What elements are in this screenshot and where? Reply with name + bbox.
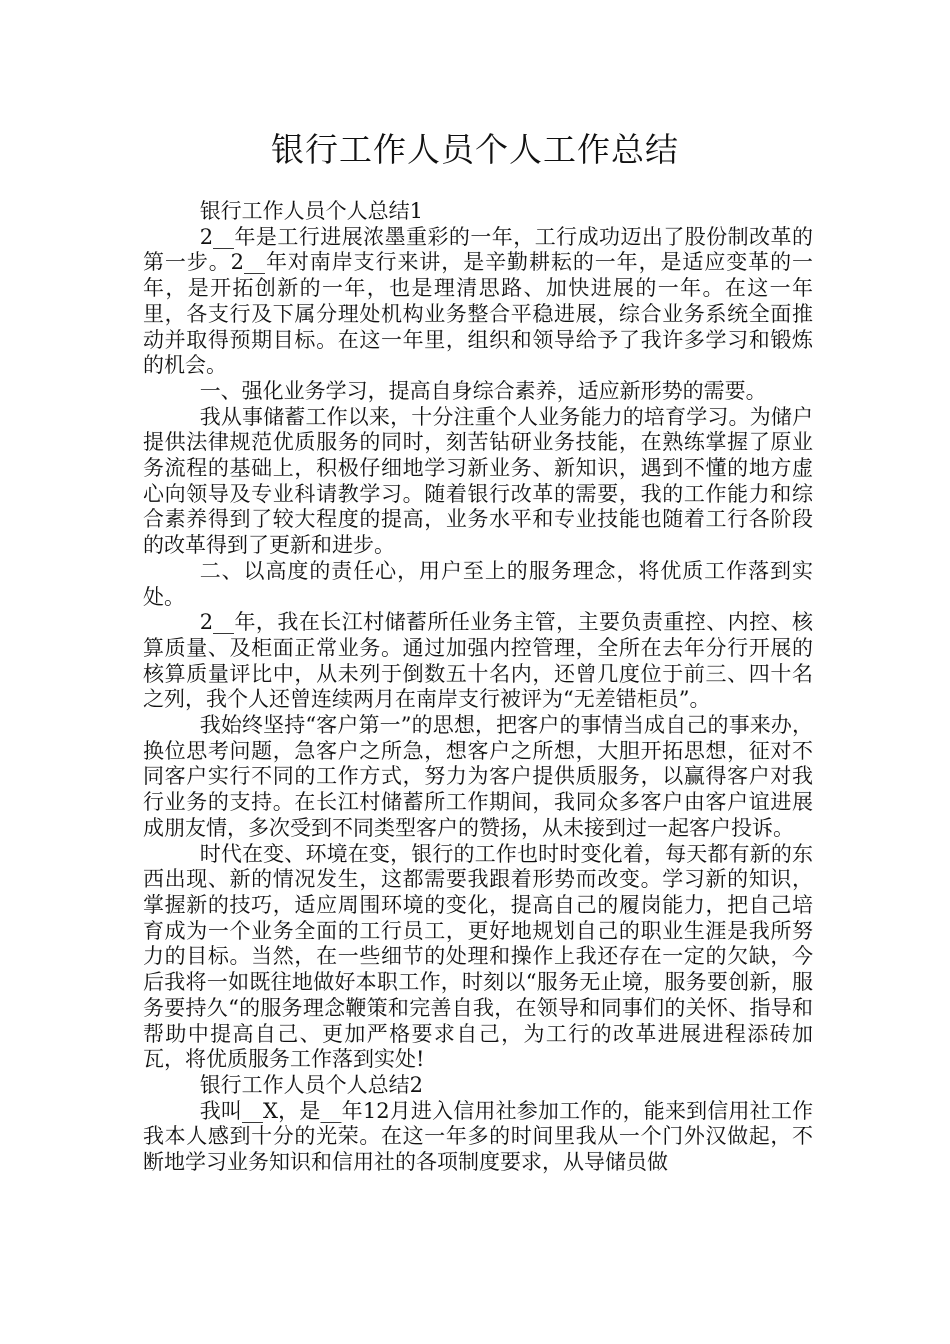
section-heading-summary-1: 银行工作人员个人总结1 [199, 199, 424, 223]
body-paragraph: 我叫__X，是__年12月进入信用社参加工作的，能来到信用社工作我本人感到十分的光荣。在这一年多的时间里我从一个门外汉做起，不断地学习业务知识和信用社的各项制度要求，从导储员做 [143, 1098, 813, 1175]
document-title: 银行工作人员个人工作总结 [271, 130, 679, 169]
body-paragraph: 2__年是工行进展浓墨重彩的一年，工行成功迈出了股份制改革的第一步。2__年对南岸支行来讲，是辛勤耕耘的一年，是适应变革的一年，是开拓创新的一年，也是理清思路、加快进展的一年。在这一年里，各支行及下属分理处机构业务整合平稳进展，综合业务系统全面推动并取得预期目标。在这一年里，组织和领导给予了我许多学习和锻炼的机会。 [143, 224, 813, 378]
body-paragraph: 2__年，我在长江村储蓄所任业务主管，主要负责重控、内控、核算质量、及柜面正常业务。通过加强内控管理，全所在去年分行开展的核算质量评比中，从未列于倒数五十名内，还曾几度位于前三、四十名之列，我个人还曾连续两月在南岸支行被评为“无差错柜员”。 [143, 610, 813, 712]
section-heading-summary-2: 银行工作人员个人总结2 [199, 1072, 424, 1097]
section-heading: 一、强化业务学习，提高自身综合素养，适应新形势的需要。 [199, 378, 767, 403]
body-paragraph: 我始终坚持“客户第一”的思想，把客户的事情当成自己的事来办，换位思考问题，急客户之所急，想客户之所想，大胆开拓思想，征对不同客户实行不同的工作方式，努力为客户提供质服务，以赢得客户对我行业务的支持。在长江村储蓄所工作期间，我同众多客户由客户谊进展成朋友情，多次受到不同类型客户的赞扬，从未接到过一起客户投诉。 [143, 713, 813, 840]
body-paragraph: 我从事储蓄工作以来，十分注重个人业务能力的培育学习。为储户提供法律规范优质服务的同时，刻苦钻研业务技能，在熟练掌握了原业务流程的基础上，积极仔细地学习新业务、新知识，遇到不懂的地方虚心向领导及专业科请教学习。随着银行改革的需要，我的工作能力和综合素养得到了较大程度的提高，业务水平和专业技能也随着工行各阶段的改革得到了更新和进步。 [143, 404, 813, 558]
document-body [143, 199, 813, 1176]
body-paragraph: 时代在变、环境在变，银行的工作也时时变化着，每天都有新的东西出现、新的情况发生，这都需要我跟着形势而改变。学习新的知识，掌握新的技巧，适应周围环境的变化，提高自己的履岗能力，把自己培育成为一个业务全面的工行员工，更好地规划自己的职业生涯是我所努力的目标。当然，在一些细节的处理和操作上我还存在一定的欠缺，今后我将一如既往地做好本职工作，时刻以“服务无止境，服务要创新，服务要持久“的服务理念鞭策和完善自我，在领导和同事们的关怀、指导和帮助中提高自己、更加严格要求自己，为工行的改革进展进程添砖加瓦，将优质服务工作落到实处! [143, 841, 813, 1072]
section-heading: 二、以高度的责任心，用户至上的服务理念，将优质工作落到实处。 [143, 558, 813, 609]
